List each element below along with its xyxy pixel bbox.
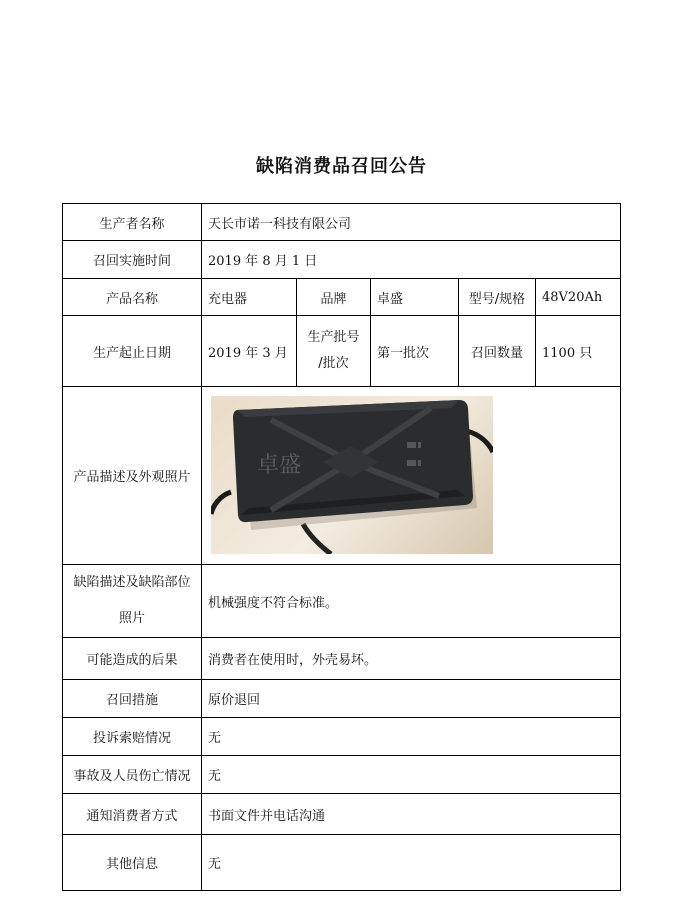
row-accident xyxy=(63,756,621,794)
defect-label-line2: 照片 xyxy=(118,611,145,626)
charger-photo xyxy=(211,396,493,554)
production-label: 生产起止日期 xyxy=(63,316,202,387)
batch-label xyxy=(297,316,371,387)
charger-photo-icon xyxy=(211,396,493,554)
row-consequence xyxy=(63,638,621,680)
complaint-label: 投诉索赔情况 xyxy=(63,718,202,756)
measure-value: 原价退回 xyxy=(202,680,621,718)
quantity-label: 召回数量 xyxy=(459,316,536,387)
page-title: 缺陷消费品召回公告 xyxy=(256,156,427,177)
other-label: 其他信息 xyxy=(63,835,202,891)
other-value: 无 xyxy=(202,835,621,891)
consequence-label: 可能造成的后果 xyxy=(63,638,202,680)
model-label: 型号/规格 xyxy=(459,279,536,316)
recall-table xyxy=(62,203,621,891)
product-value: 充电器 xyxy=(202,279,297,316)
batch-label-line1: 生产批号 xyxy=(307,330,360,345)
row-manufacturer xyxy=(63,204,621,241)
defect-label xyxy=(63,565,202,638)
quantity-value: 1100 只 xyxy=(536,316,621,387)
recall-date-label: 召回实施时间 xyxy=(63,241,202,279)
row-other xyxy=(63,835,621,891)
row-complaint xyxy=(63,718,621,756)
measure-label: 召回措施 xyxy=(63,680,202,718)
brand-value: 卓盛 xyxy=(371,279,459,316)
production-value: 2019 年 3 月 xyxy=(202,316,297,387)
batch-label-line2: /批次 xyxy=(318,356,349,371)
model-value: 48V20Ah xyxy=(536,279,621,316)
row-photo xyxy=(63,387,621,565)
notify-value: 书面文件并电话沟通 xyxy=(202,794,621,835)
row-measure xyxy=(63,680,621,718)
row-defect xyxy=(63,565,621,638)
defect-label-line1: 缺陷描述及缺陷部位 xyxy=(73,575,191,590)
row-recall-date xyxy=(63,241,621,279)
consequence-value: 消费者在使用时，外壳易坏。 xyxy=(202,638,621,680)
row-notify xyxy=(63,794,621,835)
notify-label: 通知消费者方式 xyxy=(63,794,202,835)
accident-label: 事故及人员伤亡情况 xyxy=(63,756,202,794)
row-product xyxy=(63,279,621,316)
manufacturer-label: 生产者名称 xyxy=(63,204,202,241)
row-production xyxy=(63,316,621,387)
manufacturer-value: 天长市诺一科技有限公司 xyxy=(202,204,621,241)
complaint-value: 无 xyxy=(202,718,621,756)
batch-value: 第一批次 xyxy=(371,316,459,387)
accident-value: 无 xyxy=(202,756,621,794)
recall-date-value: 2019 年 8 月 1 日 xyxy=(202,241,621,279)
brand-label: 品牌 xyxy=(297,279,371,316)
photo-cell xyxy=(202,387,621,565)
defect-value: 机械强度不符合标准。 xyxy=(202,565,621,638)
product-label: 产品名称 xyxy=(63,279,202,316)
brand-emboss: 卓盛 xyxy=(257,453,302,478)
photo-label: 产品描述及外观照片 xyxy=(63,387,202,565)
